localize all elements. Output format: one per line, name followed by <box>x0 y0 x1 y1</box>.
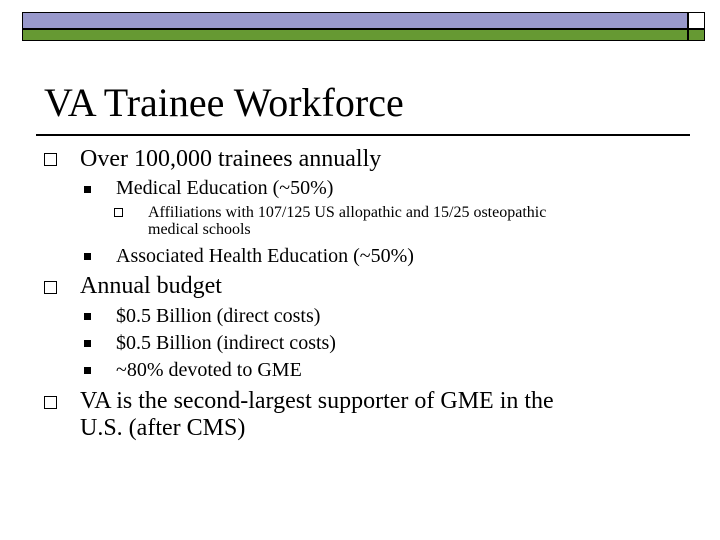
sub-bullet-gme-share: ~80% devoted to GME <box>116 359 302 381</box>
filled-square-bullet-icon <box>84 313 91 320</box>
bullet-gme-supporter-line1: VA is the second-largest supporter of GME in the <box>80 388 554 414</box>
small-hollow-square-bullet-icon <box>114 208 123 217</box>
filled-square-bullet-icon <box>84 253 91 260</box>
header-bar-top <box>22 12 688 29</box>
filled-square-bullet-icon <box>84 367 91 374</box>
filled-square-bullet-icon <box>84 186 91 193</box>
header-square-bottom <box>688 29 705 41</box>
sub-bullet-direct-costs: $0.5 Billion (direct costs) <box>116 305 321 327</box>
hollow-square-bullet-icon <box>44 281 57 294</box>
bullet-trainees: Over 100,000 trainees annually <box>80 146 382 172</box>
bullet-annual-budget: Annual budget <box>80 273 222 299</box>
header-square-top <box>688 12 705 29</box>
filled-square-bullet-icon <box>84 340 91 347</box>
sub-sub-bullet-affiliations-line2: medical schools <box>148 221 251 238</box>
bullet-gme-supporter-line2: U.S. (after CMS) <box>80 415 246 441</box>
title-underline <box>36 134 690 136</box>
slide-title: VA Trainee Workforce <box>44 80 404 125</box>
sub-sub-bullet-affiliations-line1: Affiliations with 107/125 US allopathic and 15/25 osteopathic <box>148 204 547 221</box>
hollow-square-bullet-icon <box>44 396 57 409</box>
sub-bullet-indirect-costs: $0.5 Billion (indirect costs) <box>116 332 336 354</box>
sub-bullet-medical-education: Medical Education (~50%) <box>116 177 334 199</box>
hollow-square-bullet-icon <box>44 153 57 166</box>
sub-bullet-associated-health: Associated Health Education (~50%) <box>116 245 414 267</box>
header-bar-bottom <box>22 29 688 41</box>
